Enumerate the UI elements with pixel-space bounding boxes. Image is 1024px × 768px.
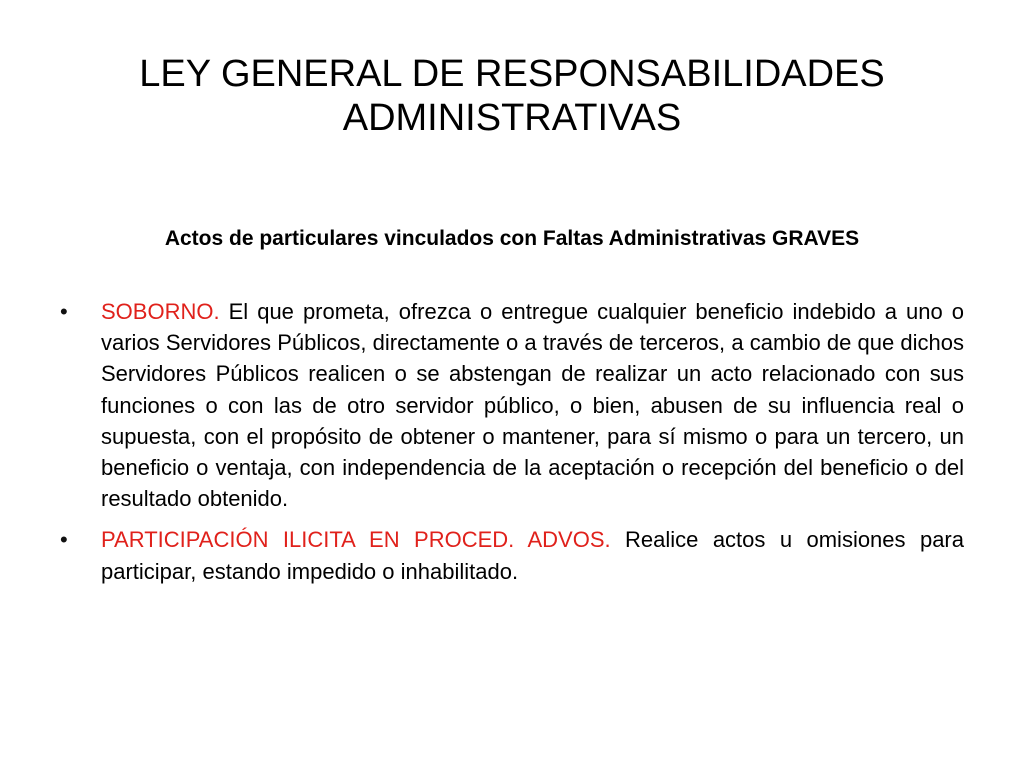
slide-title [60, 52, 964, 140]
bullet-item-soborno [60, 296, 964, 514]
bullet-text-soborno: El que prometa, ofrezca o entregue cualquier beneficio indebido a uno o varios Servidores Públicos, directamente o a través de terceros, a cambio de que dichos Servidores Públicos realicen o se abstengan de realizar un acto relacionado con sus funciones o con las de otro servidor público, o bien, abusen de su influencia real o supuesta, con el propósito de obtener o mantener, para sí mismo o para un tercero, un beneficio o ventaja, con independencia de la aceptación o recepción del beneficio o del resultado obtenido. [101, 299, 964, 512]
bullet-list [60, 296, 964, 587]
bullet-lead-participacion: PARTICIPACIÓN ILICITA EN PROCED. ADVOS. [101, 527, 611, 553]
bullet-item-participacion [60, 524, 964, 586]
slide-title-line1: LEY GENERAL DE RESPONSABILIDADES [139, 53, 885, 95]
slide-subtitle: Actos de particulares vinculados con Faltas Administrativas GRAVES [164, 227, 860, 250]
bullet-dot-icon: • [60, 299, 68, 324]
bullet-lead-soborno: SOBORNO. [101, 299, 220, 324]
slide-title-line2: ADMINISTRATIVAS [342, 97, 682, 139]
bullet-text-participacion: Realice actos u omisiones para participar, estando impedido o inhabilitado. [101, 527, 964, 584]
bullet-dot-icon: • [60, 527, 68, 553]
